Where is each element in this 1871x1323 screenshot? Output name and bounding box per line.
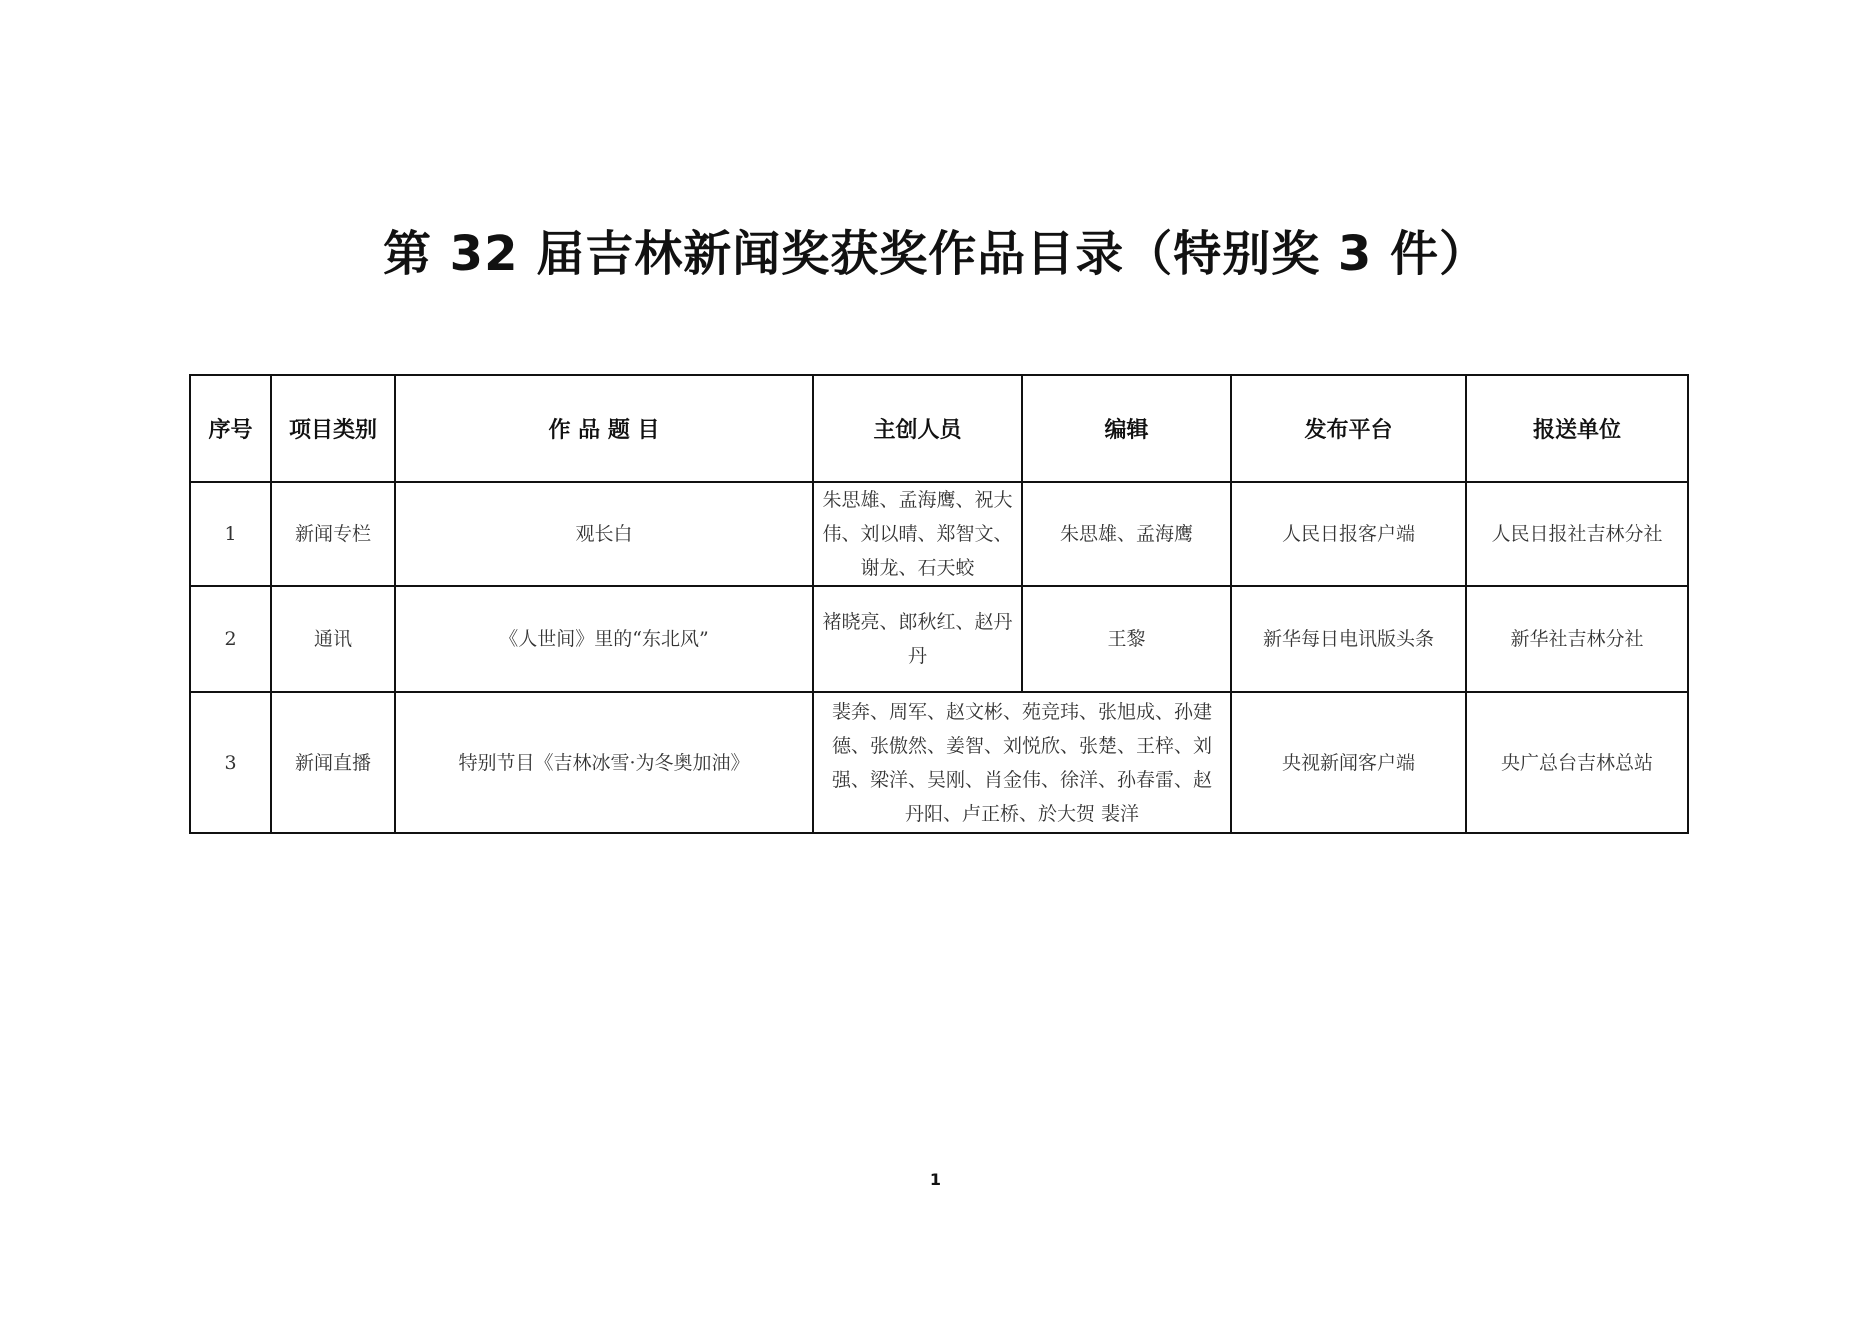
cell-editors: 王黎 — [1022, 586, 1231, 692]
header-platform: 发布平台 — [1231, 375, 1466, 482]
cell-submitter: 央广总台吉林总站 — [1466, 692, 1688, 833]
awards-table — [189, 374, 1689, 834]
cell-work-title: 特别节目《吉林冰雪·为冬奥加油》 — [395, 692, 813, 833]
cell-work-title: 观长白 — [395, 482, 813, 586]
page-number: 1 — [929, 1170, 942, 1189]
cell-category: 通讯 — [271, 586, 395, 692]
header-work-title: 作 品 题 目 — [395, 375, 813, 482]
cell-index: 1 — [190, 482, 271, 586]
table-row — [190, 586, 1688, 692]
cell-index: 3 — [190, 692, 271, 833]
document-title: 第 32 届吉林新闻奖获奖作品目录（特别奖 3 件） — [382, 226, 1489, 282]
cell-platform: 新华每日电讯版头条 — [1231, 586, 1466, 692]
table-header-row — [190, 375, 1688, 482]
cell-platform: 人民日报客户端 — [1231, 482, 1466, 586]
cell-category: 新闻直播 — [271, 692, 395, 833]
table-row — [190, 482, 1688, 586]
header-submitter: 报送单位 — [1466, 375, 1688, 482]
header-creators: 主创人员 — [813, 375, 1022, 482]
cell-creators: 褚晓亮、郎秋红、赵丹丹 — [813, 586, 1022, 692]
cell-editors: 朱思雄、孟海鹰 — [1022, 482, 1231, 586]
cell-work-title: 《人世间》里的“东北风” — [395, 586, 813, 692]
cell-category: 新闻专栏 — [271, 482, 395, 586]
header-category: 项目类别 — [271, 375, 395, 482]
cell-creators: 朱思雄、孟海鹰、祝大伟、刘以晴、郑智文、谢龙、石天蛟 — [813, 482, 1022, 586]
cell-platform: 央视新闻客户端 — [1231, 692, 1466, 833]
cell-submitter: 人民日报社吉林分社 — [1466, 482, 1688, 586]
cell-submitter: 新华社吉林分社 — [1466, 586, 1688, 692]
cell-creators-and-editors: 裴奔、周军、赵文彬、苑竞玮、张旭成、孙建德、张傲然、姜智、刘悦欣、张楚、王梓、刘强、梁洋、吴刚、肖金伟、徐洋、孙春雷、赵丹阳、卢正桥、於大贺 裴洋 — [813, 692, 1231, 833]
cell-index: 2 — [190, 586, 271, 692]
header-editors: 编辑 — [1022, 375, 1231, 482]
header-index: 序号 — [190, 375, 271, 482]
table-row — [190, 692, 1688, 833]
